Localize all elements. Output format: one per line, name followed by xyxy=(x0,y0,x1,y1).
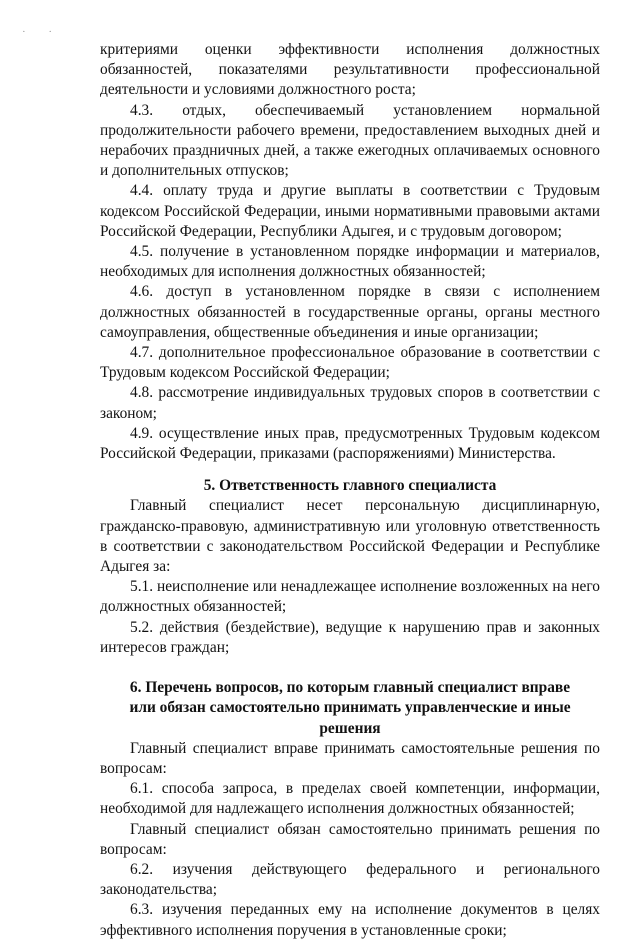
paragraph-right-4-6: 4.6. доступ в установленном порядке в связи с исполнением должностных обязанностей в государственные органы, органы местного самоуправления, общественные объединения и иные организации; xyxy=(100,283,600,341)
paragraph-right-4-9: 4.9. осуществление иных прав, предусмотренных Трудовым кодексом Российской Федерации, приказами (распоряжениями) Министерства. xyxy=(100,424,600,463)
paragraph-right-4-3: 4.3. отдых, обеспечиваемый установлением нормальной продолжительности рабочего времени, предоставлением выходных дней и нерабочих праздничных дней, а также ежегодных оплачиваемых основного и дополнительных отпусков; xyxy=(100,101,600,180)
document-body xyxy=(100,40,600,941)
section-5-heading: 5. Ответственность главного специалиста xyxy=(203,477,497,495)
paragraph-5-1: 5.1. неисполнение или ненадлежащее исполнение возложенных на него должностных обязанностей; xyxy=(100,578,600,616)
section-6-heading-line-2: или обязан самостоятельно принимать управленческие и иные xyxy=(129,699,571,717)
section-6-paragraph-3: Главный специалист обязан самостоятельно принимать решения по вопросам: xyxy=(100,820,600,858)
section-6-heading-line-3: решения xyxy=(319,719,381,737)
scan-marks: · · xyxy=(22,26,63,38)
spacer xyxy=(100,464,600,476)
section-5-intro: Главный специалист несет персональную дисциплинарную, гражданско-правовую, административную или уголовную ответственность в соответствии с законодательством Российской Федерации и Республике Адыгея за: xyxy=(100,497,600,576)
paragraph-rights-continued: критериями оценки эффективности исполнения должностных обязанностей, показателями результативности профессиональной деятельности и условиями должностного роста; xyxy=(100,41,600,99)
paragraph-right-4-4: 4.4. оплату труда и другие выплаты в соответствии с Трудовым кодексом Российской Федерации, иными нормативными правовыми актами Российской Федерации, Республики Адыгея, и с трудовым договором; xyxy=(100,182,600,240)
paragraph-right-4-8: 4.8. рассмотрение индивидуальных трудовых споров в соответствии с законом; xyxy=(100,384,600,422)
spacer xyxy=(100,658,600,678)
section-6-paragraph-1: Главный специалист вправе принимать самостоятельные решения по вопросам: xyxy=(100,739,600,777)
paragraph-6-1: 6.1. способа запроса, в пределах своей компетенции, информации, необходимой для надлежащего исполнения должностных обязанностей; xyxy=(100,780,600,818)
paragraph-6-2: 6.2. изучения действующего федерального и регионального законодательства; xyxy=(100,860,600,899)
section-6-heading-line-1: 6. Перечень вопросов, по которым главный специалист вправе xyxy=(129,679,571,697)
paragraph-right-4-7: 4.7. дополнительное профессиональное образование в соответствии с Трудовым кодексом Российской Федерации; xyxy=(100,344,600,382)
paragraph-6-3: 6.3. изучения переданных ему на исполнение документов в целях эффективного исполнения поручения в установленные сроки; xyxy=(100,901,600,939)
paragraph-5-2: 5.2. действия (бездействие), ведущие к нарушению прав и законных интересов граждан; xyxy=(100,618,600,656)
paragraph-right-4-5: 4.5. получение в установленном порядке информации и материалов, необходимых для исполнения должностных обязанностей; xyxy=(100,243,600,281)
